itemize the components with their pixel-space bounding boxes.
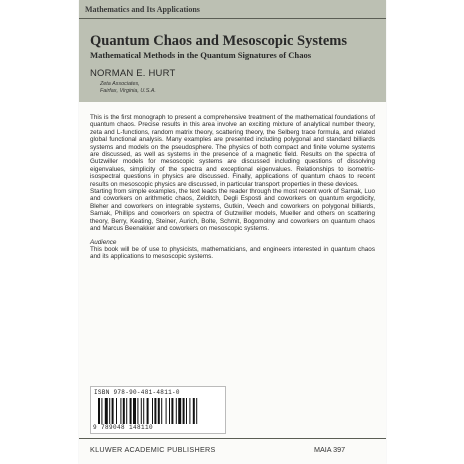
ean-number: 9 789048 148110 [93,424,154,431]
barcode-icon [98,398,220,424]
description-paragraph: Starting from simple examples, the text leads the reader through the most recent work of Sarnak, Luo and coworkers on arithmetic chaos, Zelditch, Degli Esposti and coworkers on quantum ergodicity, Bleher and coworkers on integrable systems, Gutkin, Veech and coworkers on polygonal billiards, Sarnak, Phillips and coworkers on spectra of Gutzwiller models, Mueller and others on scattering theory, Berry, Keating, Steiner, Aurich, Bolte, Schmit, Bogomolny and coworkers on quantum chaos and Marcus Beenakker and coworkers on mesoscopic systems. [90,188,375,233]
book-description [90,114,375,261]
audience-heading: Audience [90,238,117,246]
series-title: Mathematics and Its Applications [85,5,200,14]
affiliation-line: Zeta Associates, [100,81,140,87]
affiliation-line: Fairfax, Virginia, U.S.A. [100,88,156,94]
author-name: NORMAN E. HURT [90,68,176,79]
description-paragraph: This is the first monograph to present a comprehensive treatment of the mathematical foundations of quantum chaos. Precise results in this area involve an exciting mixture of analytical number theory, zeta and L-functions, random matrix theory, scattering theory, the Selberg trace formula, and related global functional analysis. Many examples are presented including polygonal and standard billiards systems and models on the pseudosphere. The physics of both compact and finite volume systems are discussed, as well as systems in the presence of a magnetic field. Results on the spectra of Gutzwiller models for mesoscopic systems are discussed including questions of dissolving eigenvalues, simplicity of the spectra and exceptional eigenvalues. Relationships to isometric-isospectral questions in physics are discussed. Finally, applications of quantum chaos to recent results on mesoscopic physics are discussed, in particular transport properties in these devices. [90,114,375,188]
catalog-number: MAIA 397 [314,445,346,454]
header-band [79,0,386,102]
audience-text: This book will be of use to physicists, mathematicians, and engineers interested in quantum chaos and its applications to mesoscopic systems. [90,245,375,261]
book-title: Quantum Chaos and Mesoscopic Systems [90,33,347,49]
book-subtitle: Mathematical Methods in the Quantum Signatures of Chaos [90,50,312,60]
barcode-label [90,386,226,434]
header-divider [79,18,386,19]
footer-divider [79,438,386,439]
isbn-number: ISBN 978-90-481-4811-0 [94,389,180,396]
author-affiliation [100,81,380,95]
publisher-name: KLUWER ACADEMIC PUBLISHERS [90,445,216,454]
book-back-cover [79,0,386,464]
